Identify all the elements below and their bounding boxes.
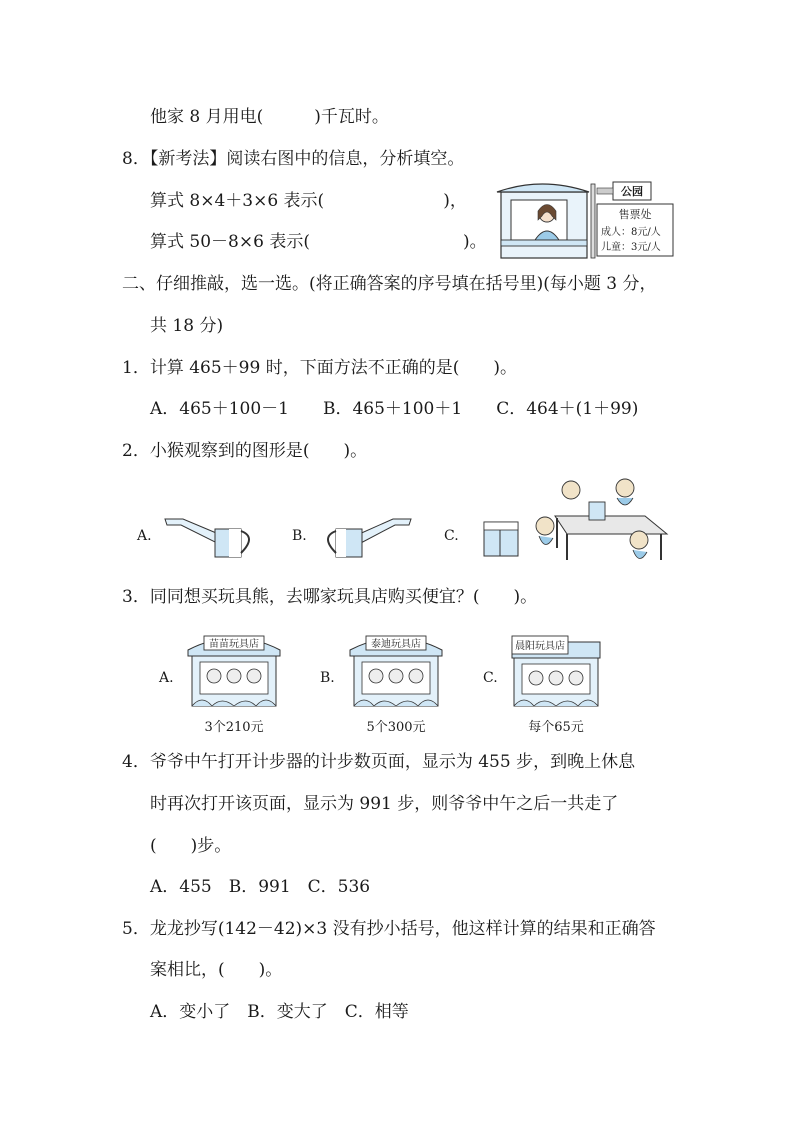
q3-price-a: 3个210元 xyxy=(204,720,264,735)
q3-price-b: 5个300元 xyxy=(366,720,426,735)
q3-label-a: A. xyxy=(159,670,174,686)
q4-line2: 时再次打开该页面，显示为 991 步，则爷爷中午之后一共走了 xyxy=(150,794,619,814)
watering-can-a xyxy=(165,515,260,560)
q2-label-a: A. xyxy=(137,528,152,544)
q5-options: A．变小了 B．变大了 C．相等 xyxy=(150,1002,409,1022)
q5-line1: 5．龙龙抄写(142－42)×3 没有抄小括号，他这样计算的结果和正确答 xyxy=(122,919,656,939)
q4-line1: 4．爷爷中午打开计步器的计步数页面，显示为 455 步，到晚上休息 xyxy=(122,752,636,772)
sign-park: 公园 xyxy=(621,185,643,198)
store-b-name: 泰迪玩具店 xyxy=(371,639,421,650)
q2-label-b: B. xyxy=(292,528,307,544)
section2-heading: 二、仔细推敲，选一选。(将正确答案的序号填在括号里)(每小题 3 分， xyxy=(122,274,657,294)
monkeys-observing-scene xyxy=(527,478,672,566)
toy-store-c xyxy=(508,632,604,708)
q3-text: 3．同同想买玩具熊，去哪家玩具店购买便宜？( )。 xyxy=(122,587,538,607)
sign-child: 儿童：3元/人 xyxy=(601,242,661,253)
sign-title: 售票处 xyxy=(618,208,652,221)
toy-store-b xyxy=(348,632,444,708)
q4-options: A．455 B．991 C．536 xyxy=(150,877,371,897)
watering-can-c xyxy=(482,520,520,558)
section2-heading-cont: 共 18 分) xyxy=(150,316,224,336)
q2-text: 2．小猴观察到的图形是( )。 xyxy=(122,441,368,461)
q8-title: 8．【新考法】阅读右图中的信息，分析填空。 xyxy=(122,149,465,169)
q8-line1: 算式 8×4＋3×6 表示( )， xyxy=(150,191,467,211)
q7-tail: 他家 8 月用电( )千瓦时。 xyxy=(150,107,389,127)
q5-line2: 案相比，( )。 xyxy=(150,960,283,980)
q4-line3: ( )步。 xyxy=(150,836,232,856)
q1-options: A．465＋100－1 B．465＋100＋1 C．464＋(1＋99) xyxy=(150,399,639,419)
q3-label-c: C. xyxy=(483,670,498,686)
q1-text: 1．计算 465＋99 时，下面方法不正确的是( )。 xyxy=(122,358,517,378)
ticket-booth-illustration xyxy=(497,178,677,260)
q8-line2: 算式 50－8×6 表示( )。 xyxy=(150,232,487,252)
store-a-name: 苗苗玩具店 xyxy=(209,639,259,650)
q2-label-c: C. xyxy=(444,528,459,544)
q3-label-b: B. xyxy=(320,670,335,686)
q3-price-c: 每个65元 xyxy=(528,720,584,735)
toy-store-a xyxy=(186,632,282,708)
sign-adult: 成人：8元/人 xyxy=(601,227,661,238)
watering-can-b xyxy=(318,515,413,560)
store-c-name: 晨阳玩具店 xyxy=(515,641,565,652)
